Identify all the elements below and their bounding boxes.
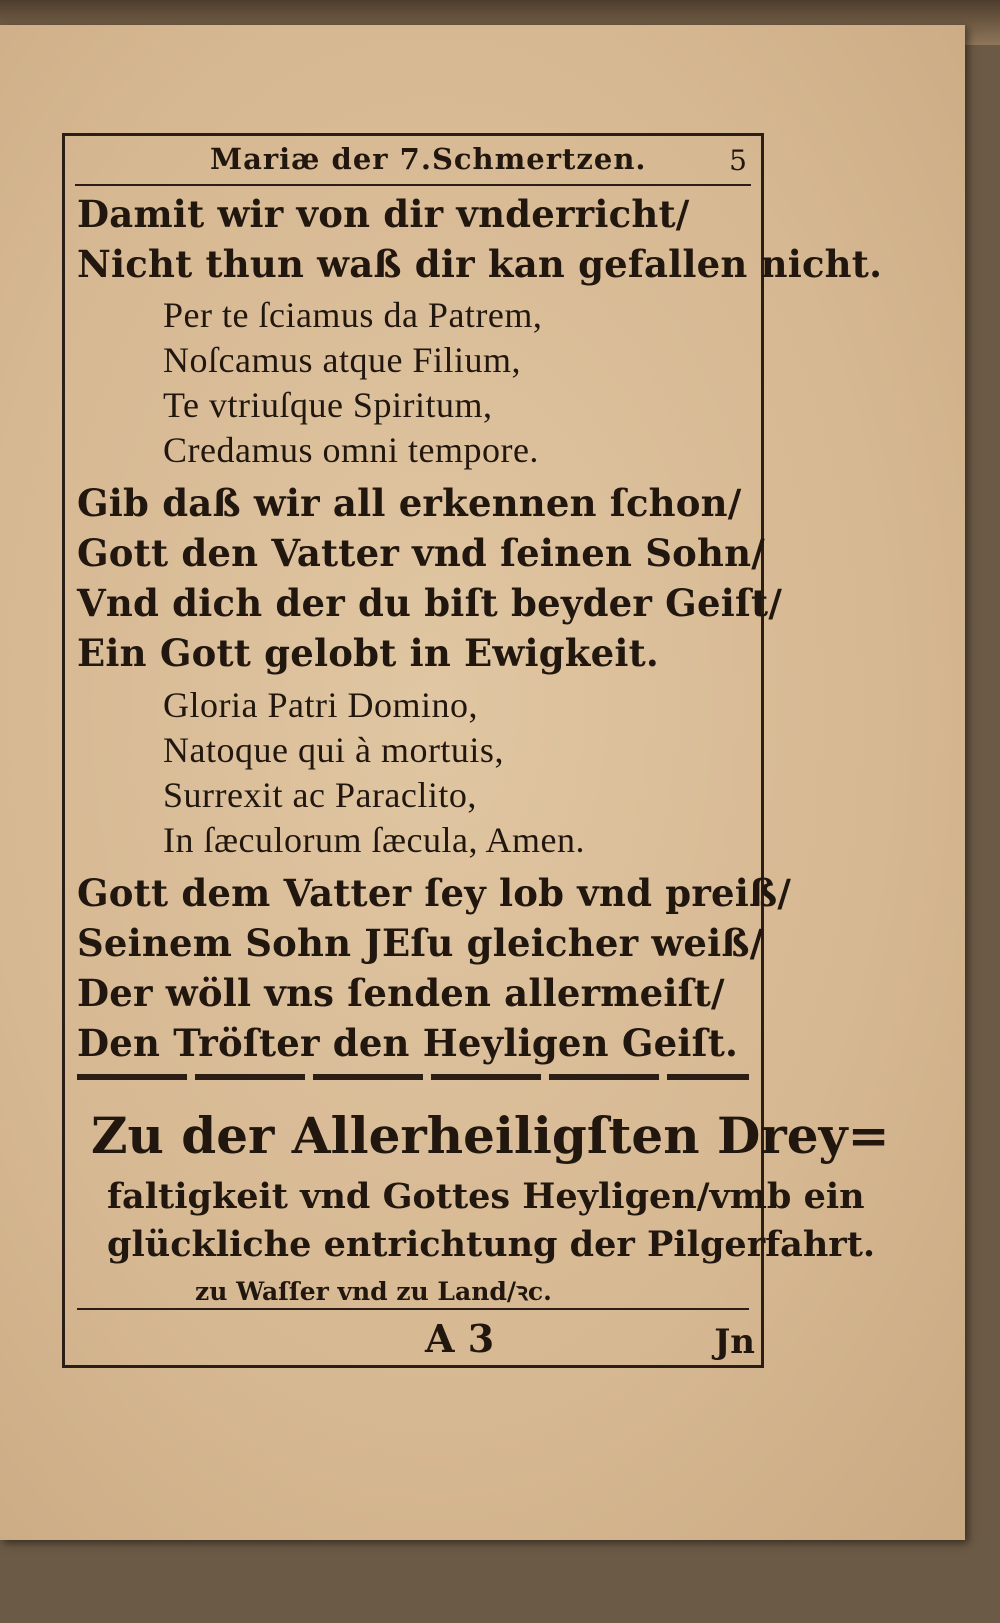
- section-title-line: faltigkeit vnd Gottes Heyligen/vmb ein: [107, 1176, 865, 1217]
- verse-line: Vnd dich der du biſt beyder Geiſt/: [77, 581, 783, 625]
- footer-rule: [77, 1308, 749, 1310]
- verse-line: Gloria Patri Domino,: [163, 685, 478, 725]
- verse-line: Gott dem Vatter ſey lob vnd preiß/: [77, 871, 792, 915]
- verse-line: Seinem Sohn JEſu gleicher weiß/: [77, 921, 764, 965]
- verse-line: Gib daß wir all erkennen ſchon/: [77, 481, 742, 525]
- text-frame: [62, 133, 890, 1368]
- catchword: Jn: [714, 1322, 755, 1362]
- running-header: [65, 142, 761, 182]
- section-divider: [77, 1074, 749, 1080]
- verse-line: In ſæculorum ſæcula, Amen.: [163, 820, 585, 860]
- verse-line: Per te ſciamus da Patrem,: [163, 295, 543, 335]
- section-title-main: Zu der Allerheiligſten Drey=: [91, 1106, 890, 1165]
- page-number: 5: [729, 144, 747, 177]
- signature-mark: A 3: [425, 1316, 495, 1361]
- section-title-line: glückliche entrichtung der Pilgerfahrt.: [107, 1224, 876, 1265]
- book-page: [0, 25, 965, 1540]
- verse-line: Der wöll vns ſenden allermeiſt/: [77, 971, 725, 1015]
- verse-line: Credamus omni tempore.: [163, 430, 539, 470]
- verse-line: Den Tröſter den Heyligen Geiſt.: [77, 1021, 739, 1065]
- verse-line: Noſcamus atque Filium,: [163, 340, 521, 380]
- verse-line: Ein Gott gelobt in Ewigkeit.: [77, 631, 659, 675]
- verse-line: Natoque qui à mortuis,: [163, 730, 504, 770]
- verse-line: Nicht thun waß dir kan gefallen nicht.: [77, 242, 883, 286]
- running-title: Mariæ der 7.Schmertzen.: [210, 142, 647, 176]
- header-rule: [75, 184, 751, 186]
- verse-line: Te vtriuſque Spiritum,: [163, 385, 493, 425]
- verse-line: Surrexit ac Paraclito,: [163, 775, 477, 815]
- verse-line: Gott den Vatter vnd ſeinen Sohn/: [77, 531, 765, 575]
- verse-line: Damit wir von dir vnderricht/: [77, 192, 690, 236]
- section-title-line: zu Waſſer vnd zu Land/ꝛc.: [195, 1277, 552, 1306]
